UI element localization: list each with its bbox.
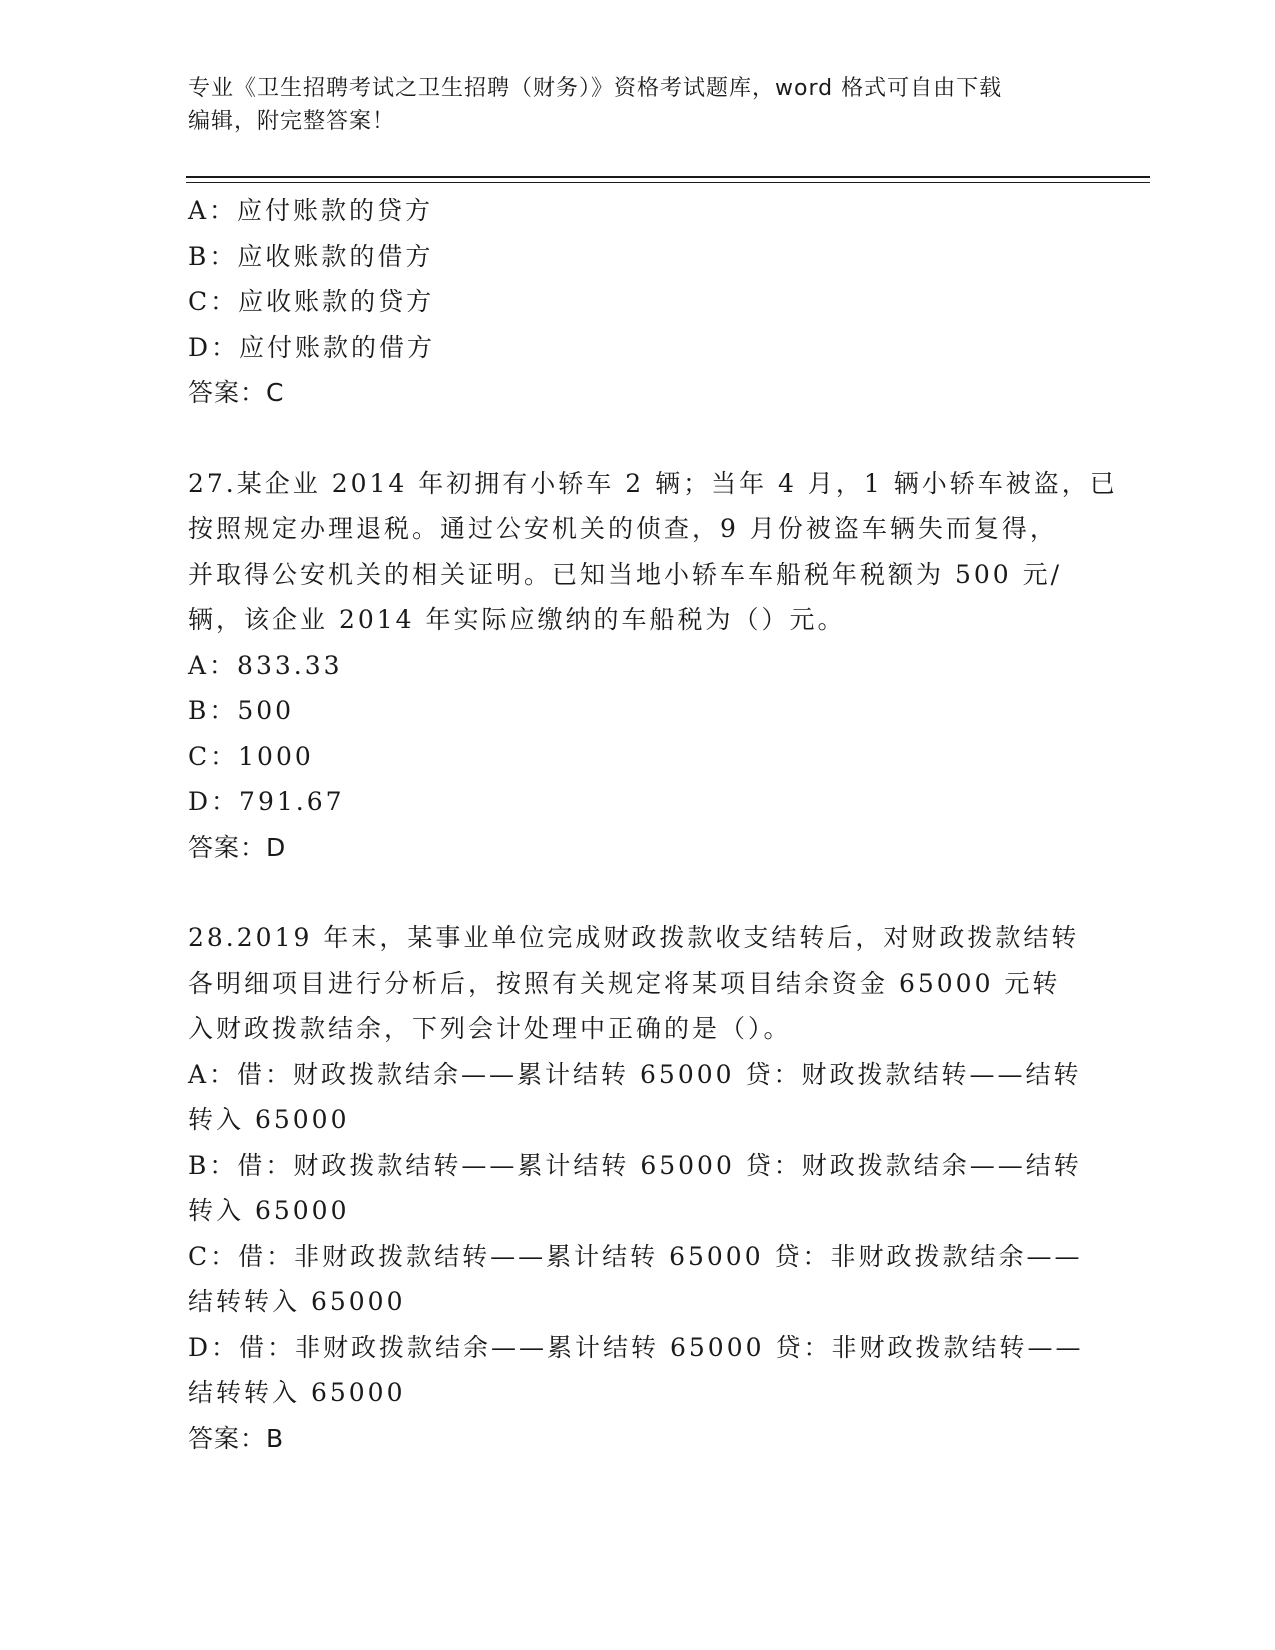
option-a: A：应付账款的贷方 — [188, 196, 434, 225]
option-d: D：791.67 — [188, 787, 345, 816]
option-b: B：应收账款的借方 — [188, 241, 434, 271]
option-c-continued: 结转转入 65000 — [188, 1287, 406, 1316]
option-b: B：借：财政拨款结转——累计结转 65000 贷：财政拨款结余——结转 — [188, 1150, 1082, 1180]
question-28 — [188, 915, 1088, 1461]
question-list — [188, 188, 1118, 1461]
question-stem-line: 辆，该企业 2014 年实际应缴纳的车船税为（）元。 — [188, 605, 846, 634]
option-d: D：应付账款的借方 — [188, 332, 436, 362]
answer: 答案：C — [188, 378, 285, 407]
option-a: A：借：财政拨款结余——累计结转 65000 贷：财政拨款结转——结转 — [188, 1059, 1082, 1089]
option-b: B：500 — [188, 696, 295, 725]
option-a-continued: 转入 65000 — [188, 1105, 350, 1134]
question-stem-line: 并取得公安机关的相关证明。已知当地小轿车车船税年税额为 500 元/ — [188, 559, 1063, 589]
question-stem-line: 28.2019 年末，某事业单位完成财政拨款收支结转后，对财政拨款结转 — [188, 923, 1080, 952]
header-divider-thick — [186, 176, 1150, 178]
question-stem-line: 27.某企业 2014 年初拥有小轿车 2 辆；当年 4 月，1 辆小轿车被盗，已 — [188, 468, 1118, 498]
header-line-1: 专业《卫生招聘考试之卫生招聘（财务）》资格考试题库，word 格式可自由下载 — [188, 76, 1003, 101]
question-26 — [188, 188, 1088, 416]
answer: 答案：D — [188, 832, 287, 862]
question-stem-line: 各明细项目进行分析后，按照有关规定将某项目结余资金 65000 元转 — [188, 968, 1061, 998]
option-d: D：借：非财政拨款结余——累计结转 65000 贷：非财政拨款结转—— — [188, 1332, 1084, 1362]
question-27 — [188, 461, 1118, 871]
answer: 答案：B — [188, 1423, 285, 1453]
header-line-2: 编辑，附完整答案！ — [188, 109, 396, 134]
spacer — [188, 870, 1088, 915]
option-c: C：应收账款的贷方 — [188, 287, 435, 316]
option-b-continued: 转入 65000 — [188, 1196, 350, 1225]
option-d-continued: 结转转入 65000 — [188, 1378, 406, 1407]
option-a: A：833.33 — [188, 650, 343, 680]
spacer — [188, 416, 1088, 461]
document-header — [188, 72, 1088, 138]
option-c: C：借：非财政拨款结转——累计结转 65000 贷：非财政拨款结余—— — [188, 1241, 1083, 1271]
question-stem-line: 入财政拨款结余，下列会计处理中正确的是（）。 — [188, 1014, 792, 1043]
header-divider-thin — [186, 182, 1150, 183]
option-c: C：1000 — [188, 741, 314, 771]
question-stem-line: 按照规定办理退税。通过公安机关的侦查，9 月份被盗车辆失而复得， — [188, 514, 1058, 543]
